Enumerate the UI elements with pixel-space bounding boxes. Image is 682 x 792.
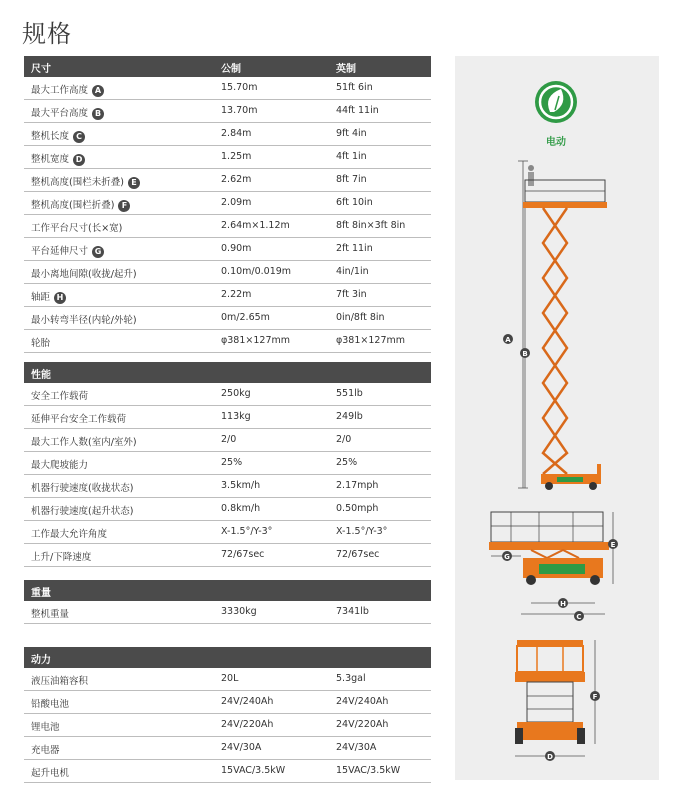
row-label-cell [31, 719, 60, 733]
table-row [24, 714, 431, 737]
row-label: 最大平台高度 [31, 108, 89, 119]
row-label: 安全工作载荷 [31, 391, 89, 402]
table-row [24, 498, 431, 521]
header-cell: 动力 [31, 655, 51, 666]
metric-value: 1.25m [221, 151, 252, 162]
dimension-badge: C [73, 131, 85, 143]
metric-value: 3330kg [221, 606, 257, 617]
table-row [24, 100, 431, 123]
row-label: 铅酸电池 [31, 699, 70, 710]
table-row [24, 601, 431, 624]
section-header [24, 580, 431, 601]
row-label-cell [31, 105, 104, 120]
header-cell: 公制 [221, 64, 241, 75]
spec-section [24, 362, 431, 567]
imperial-value: 4in/1in [336, 266, 369, 277]
row-label: 整机宽度 [31, 154, 70, 165]
row-label: 平台延伸尺寸 [31, 246, 89, 257]
dimension-badge: F [118, 200, 130, 212]
elevated-lift-drawing [503, 161, 607, 490]
row-label-cell [31, 151, 85, 166]
table-row [24, 238, 431, 261]
table-row [24, 383, 431, 406]
imperial-value: 24V/220Ah [336, 719, 389, 730]
row-label: 最大爬坡能力 [31, 460, 89, 471]
row-label-cell [31, 742, 60, 756]
metric-value: 2.22m [221, 289, 252, 300]
row-label: 机器行驶速度(收拢状态) [31, 483, 134, 494]
dimension-badge: D [73, 154, 85, 166]
row-label-cell [31, 312, 137, 326]
dimension-badge: E [128, 177, 140, 189]
svg-text:H: H [560, 600, 566, 608]
metric-value: 2.84m [221, 128, 252, 139]
front-view-drawing [515, 640, 600, 761]
row-label: 机器行驶速度(起升状态) [31, 506, 134, 517]
table-row [24, 475, 431, 498]
metric-value: φ381×127mm [221, 335, 291, 346]
metric-value: 2/0 [221, 434, 237, 445]
table-row [24, 452, 431, 475]
row-label: 上升/下降速度 [31, 552, 92, 563]
table-row [24, 668, 431, 691]
table-row [24, 192, 431, 215]
imperial-value: φ381×127mm [336, 335, 406, 346]
metric-value: 15.70m [221, 82, 258, 93]
header-cell: 性能 [31, 370, 51, 381]
row-label: 液压油箱容积 [31, 676, 89, 687]
table-row [24, 215, 431, 238]
page-title: 规格 [22, 20, 72, 48]
dimension-badge: A [92, 85, 104, 97]
row-label-cell [31, 243, 104, 258]
table-row [24, 123, 431, 146]
svg-text:B: B [522, 350, 528, 358]
section-header [24, 56, 431, 77]
row-label-cell [31, 673, 88, 687]
header-cell: 尺寸 [31, 64, 51, 75]
illustration-panel [455, 56, 659, 780]
table-row [24, 737, 431, 760]
metric-value: 0.8km/h [221, 503, 261, 514]
svg-text:G: G [504, 553, 510, 561]
metric-value: 24V/220Ah [221, 719, 274, 730]
row-label-cell [31, 434, 137, 448]
table-row [24, 521, 431, 544]
metric-value: X-1.5°/Y-3° [221, 526, 273, 537]
row-label-cell [31, 457, 88, 471]
imperial-value: 24V/240Ah [336, 696, 389, 707]
imperial-value: 4ft 1in [336, 151, 367, 162]
row-label-cell [31, 765, 69, 779]
row-label-cell [31, 197, 130, 212]
table-row [24, 284, 431, 307]
imperial-value: 44ft 11in [336, 105, 379, 116]
metric-value: 250kg [221, 388, 251, 399]
dimension-badge: B [92, 108, 104, 120]
row-label-cell [31, 335, 50, 349]
row-label-cell [31, 266, 137, 280]
row-label-cell [31, 82, 104, 97]
metric-value: 24V/30A [221, 742, 262, 753]
table-row [24, 691, 431, 714]
row-label: 整机高度(围栏折叠) [31, 200, 115, 211]
metric-value: 25% [221, 457, 243, 468]
table-row [24, 544, 431, 567]
imperial-value: 72/67sec [336, 549, 380, 560]
svg-text:F: F [592, 693, 598, 701]
row-label: 锂电池 [31, 722, 60, 733]
section-header [24, 647, 431, 668]
imperial-value: 2/0 [336, 434, 352, 445]
table-row [24, 261, 431, 284]
row-label: 轴距 [31, 292, 51, 303]
row-label: 最大工作高度 [31, 85, 89, 96]
metric-value: 15VAC/3.5kW [221, 765, 286, 776]
row-label-cell [31, 411, 126, 425]
imperial-value: 51ft 6in [336, 82, 373, 93]
svg-text:A: A [505, 336, 511, 344]
table-row [24, 77, 431, 100]
metric-value: 24V/240Ah [221, 696, 274, 707]
header-cell: 英制 [336, 64, 356, 75]
row-label-cell [31, 526, 107, 540]
metric-value: 0.90m [221, 243, 252, 254]
table-row [24, 146, 431, 169]
imperial-value: 15VAC/3.5kW [336, 765, 401, 776]
table-row [24, 330, 431, 353]
row-label-cell [31, 549, 91, 563]
section-header [24, 362, 431, 383]
table-row [24, 429, 431, 452]
header-cell: 重量 [31, 588, 51, 599]
imperial-value: 249lb [336, 411, 363, 422]
row-label: 整机重量 [31, 609, 70, 620]
svg-text:C: C [576, 613, 582, 621]
row-label-cell [31, 388, 88, 402]
row-label-cell [31, 480, 133, 494]
imperial-value: 2ft 11in [336, 243, 373, 254]
imperial-value: 6ft 10in [336, 197, 373, 208]
row-label: 轮胎 [31, 338, 51, 349]
metric-value: 2.64m×1.12m [221, 220, 290, 231]
metric-value: 2.62m [221, 174, 252, 185]
metric-value: 0m/2.65m [221, 312, 270, 323]
imperial-value: 551lb [336, 388, 363, 399]
metric-value: 20L [221, 673, 239, 684]
row-label: 工作平台尺寸(长×宽) [31, 223, 123, 234]
row-label: 延伸平台安全工作载荷 [31, 414, 127, 425]
row-label-cell [31, 174, 140, 189]
imperial-value: 0.50mph [336, 503, 379, 514]
metric-value: 113kg [221, 411, 251, 422]
electric-label: 电动 [546, 137, 566, 148]
row-label-cell [31, 128, 85, 143]
imperial-value: 24V/30A [336, 742, 377, 753]
table-row [24, 307, 431, 330]
table-row [24, 406, 431, 429]
spec-section [24, 56, 431, 353]
imperial-value: 7ft 3in [336, 289, 367, 300]
svg-text:E: E [610, 541, 616, 549]
row-label: 整机长度 [31, 131, 70, 142]
metric-value: 3.5km/h [221, 480, 261, 491]
lift-illustrations [455, 56, 659, 780]
row-label: 工作最大允许角度 [31, 529, 108, 540]
imperial-value: 2.17mph [336, 480, 379, 491]
dimension-badge: G [92, 246, 104, 258]
row-label: 最大工作人数(室内/室外) [31, 437, 137, 448]
metric-value: 13.70m [221, 105, 258, 116]
imperial-value: 5.3gal [336, 673, 366, 684]
metric-value: 0.10m/0.019m [221, 266, 292, 277]
row-label: 最小离地间隙(收拢/起升) [31, 269, 137, 280]
row-label-cell [31, 606, 69, 620]
imperial-value: 7341lb [336, 606, 369, 617]
row-label-cell [31, 696, 69, 710]
row-label: 起升电机 [31, 768, 70, 779]
metric-value: 2.09m [221, 197, 252, 208]
spec-section [24, 580, 431, 624]
svg-text:D: D [547, 753, 553, 761]
table-row [24, 760, 431, 783]
row-label-cell [31, 220, 122, 234]
row-label: 充电器 [31, 745, 60, 756]
table-row [24, 169, 431, 192]
imperial-value: 9ft 4in [336, 128, 367, 139]
stowed-side-drawing [489, 512, 618, 621]
imperial-value: X-1.5°/Y-3° [336, 526, 388, 537]
row-label-cell [31, 503, 133, 517]
electric-eco-icon [535, 81, 577, 123]
row-label: 整机高度(围栏未折叠) [31, 177, 124, 188]
row-label-cell [31, 289, 66, 304]
dimension-badge: H [54, 292, 66, 304]
imperial-value: 8ft 7in [336, 174, 367, 185]
spec-section [24, 647, 431, 783]
row-label: 最小转弯半径(内轮/外轮) [31, 315, 137, 326]
metric-value: 72/67sec [221, 549, 265, 560]
imperial-value: 8ft 8in×3ft 8in [336, 220, 406, 231]
imperial-value: 0in/8ft 8in [336, 312, 385, 323]
imperial-value: 25% [336, 457, 358, 468]
